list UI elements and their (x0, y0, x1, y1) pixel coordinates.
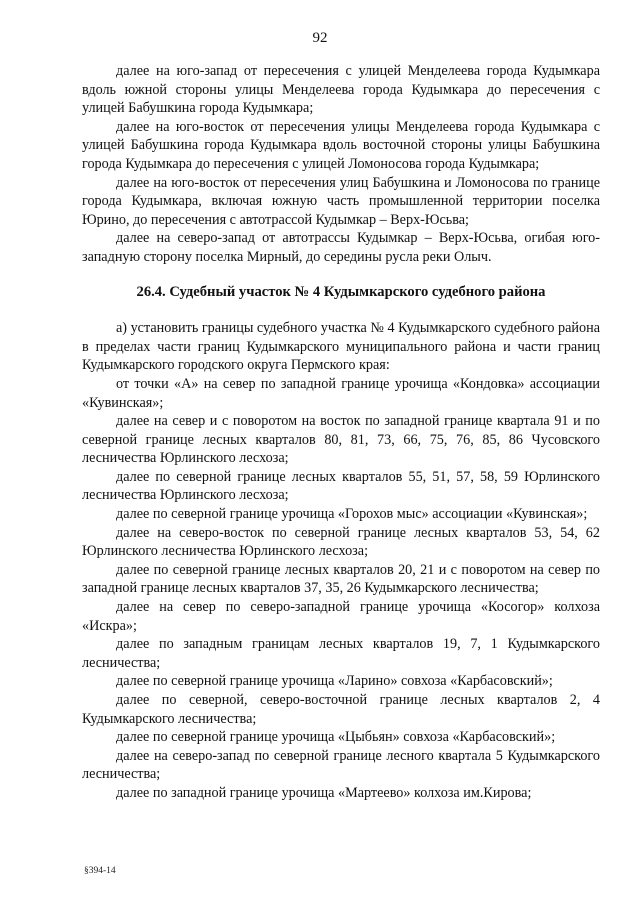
paragraph: а) установить границы судебного участка № 4 Кудымкарского судебного района в пределах части границ Кудымкарского муниципального района и части границ Кудымкарского городского округа Пермского края: (82, 320, 600, 374)
paragraph: далее по западным границам лесных кварталов 19, 7, 1 Кудымкарского лесничества; (82, 636, 600, 671)
paragraph: далее по северной, северо-восточной границе лесных кварталов 2, 4 Кудымкарского лесничества; (82, 692, 600, 727)
paragraph: далее на юго-запад от пересечения с улицей Менделеева города Кудымкара вдоль южной стороны улицы Менделеева города Кудымкара до пересечения с улицей Бабушкина города Кудымкара; (82, 63, 600, 117)
paragraph: далее по северной границе урочища «Горохов мыс» ассоциации «Кувинская»; (116, 506, 588, 523)
paragraph: далее по западной границе урочища «Мартеево» колхоза им.Кирова; (116, 784, 532, 801)
paragraph: далее по северной границе лесных кварталов 20, 21 и с поворотом на север по западной границе лесных кварталов 37, 35, 26 Кудымкарского лесничества; (82, 561, 600, 597)
document-body (82, 62, 600, 803)
paragraph: далее на северо-запад от автотрассы Кудымкар – Верх-Юсьва, огибая юго-западную сторону поселка Мирный, до середины русла реки Олыч. (82, 230, 600, 265)
paragraph: от точки «А» на север по западной границе урочища «Кондовка» ассоциации «Кувинская»; (82, 375, 600, 411)
section-heading: 26.4. Судебный участок № 4 Кудымкарского судебного района (136, 283, 546, 300)
paragraph: далее на юго-восток от пересечения улиц Бабушкина и Ломоносова по границе города Кудымкара, включая южную часть промышленной территории поселка Юрино, до пересечения с автотрассой Кудымкар – Верх-Юсьва; (82, 174, 600, 228)
paragraph: далее по северной границе лесных кварталов 55, 51, 57, 58, 59 Юрлинского лесничества Юрлинского лесхоза; (82, 468, 600, 504)
paragraph: далее по северной границе урочища «Ларино» совхоза «Карбасовский»; (116, 673, 553, 690)
paragraph: далее на юго-восток от пересечения улицы Менделеева города Кудымкара с улицей Бабушкина города Кудымкара вдоль восточной стороны улицы Бабушкина города Кудымкара до пересечения с улицей Ломоносова города Кудымкара; (82, 118, 600, 172)
paragraph: далее на север и с поворотом на восток по западной границе квартала 91 и по северной границе лесных кварталов 80, 81, 73, 66, 75, 76, 85, 86 Чусовского лесничества Юрлинского лесхоза; (82, 413, 600, 467)
document-code: §394-14 (84, 866, 116, 876)
paragraph: далее по северной границе урочища «Цыбьян» совхоза «Карбасовский»; (116, 729, 556, 746)
page-number: 92 (312, 30, 328, 46)
paragraph: далее на северо-восток по северной границе лесных кварталов 53, 54, 62 Юрлинского лесничества Юрлинского лесхоза; (82, 524, 600, 560)
paragraph: далее на северо-запад по северной границе лесного квартала 5 Кудымкарского лесничества; (82, 747, 600, 783)
paragraph: далее на север по северо-западной границе урочища «Косогор» колхоза «Искра»; (82, 599, 600, 634)
